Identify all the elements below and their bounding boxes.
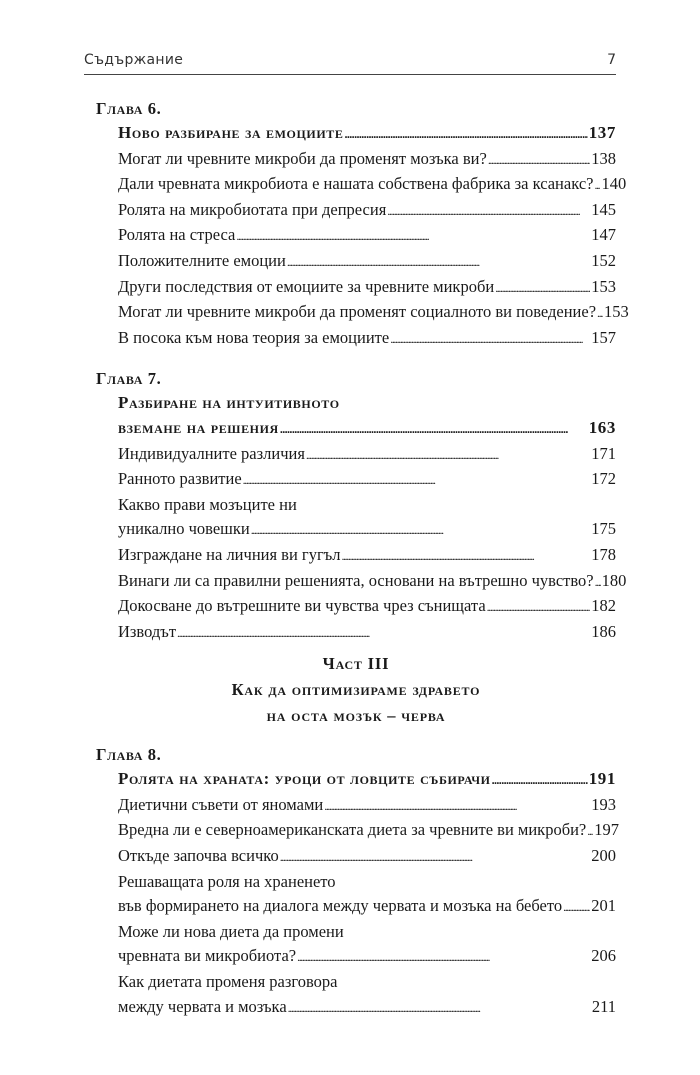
toc-entry-title: Ролята на микробиотата при депресия [118, 199, 387, 219]
toc-entry-title: Изводът [118, 621, 177, 641]
dot-leader [243, 467, 591, 493]
toc-entry-page: 178 [591, 544, 616, 564]
toc-entry-page: 182 [591, 596, 616, 616]
toc-entry-title: Изграждане на личния ви гугъл [118, 544, 341, 564]
toc-entry[interactable] [118, 198, 616, 224]
toc-entry-page: 152 [591, 250, 616, 270]
dot-leader [492, 767, 588, 793]
toc-entry-lead[interactable] [118, 416, 616, 442]
toc-entry-line1: Може ли нова диета да промени [118, 921, 344, 941]
dot-leader [344, 121, 587, 147]
toc-entry[interactable] [118, 275, 616, 301]
toc-entry-title: във формирането на диалога между червата и мозъка на бебето [118, 896, 563, 916]
toc-entry-lead[interactable] [118, 121, 616, 147]
toc-entry-page: 186 [591, 621, 616, 641]
toc-entry-page: 180 [601, 570, 627, 590]
toc-entry-title: Ролята на храната: уроци от ловците събирачи [118, 769, 491, 789]
toc-entry-title: Докосване до вътрешните ви чувства чрез сънищата [118, 596, 486, 616]
toc-entry-page: 206 [591, 946, 616, 966]
toc-entry-line1: Как диетата променя разговора [118, 972, 338, 992]
dot-leader [387, 198, 590, 224]
toc-entry[interactable] [118, 995, 616, 1021]
part-title-line2: на оста мозък – черва [266, 706, 446, 726]
toc-entry-title: Откъде започва всичко [118, 846, 279, 866]
toc-entry[interactable] [118, 300, 629, 326]
toc-entry[interactable] [118, 326, 616, 352]
part-label: Част III [322, 654, 390, 674]
toc-entry-title: В посока към нова теория за емоциите [118, 327, 390, 347]
dot-leader [597, 300, 603, 326]
chapter-8 [96, 743, 619, 1020]
dot-leader [306, 442, 590, 468]
toc-entry-page: 193 [591, 794, 616, 814]
toc-entry-title: Други последствия от емоциите за чревните микроби [118, 276, 495, 296]
running-header-title: Съдържание [84, 52, 184, 68]
table-of-contents [96, 97, 629, 1020]
toc-entry[interactable] [118, 249, 616, 275]
toc-entry[interactable] [118, 442, 616, 468]
toc-entry-title: Ново разбиране за емоциите [118, 123, 344, 142]
running-header [84, 50, 616, 75]
chapter-label: Глава 6. [96, 99, 162, 118]
toc-entry-page: 175 [591, 519, 616, 539]
toc-entry-page: 197 [594, 820, 619, 840]
toc-entry[interactable] [118, 569, 627, 595]
toc-entry[interactable] [118, 818, 619, 844]
dot-leader [495, 275, 590, 301]
toc-entry[interactable] [118, 894, 616, 920]
dot-leader [288, 995, 591, 1021]
toc-entry[interactable] [118, 517, 616, 543]
toc-entry-title: Винаги ли са правилни решенията, основани на вътрешно чувство? [118, 570, 594, 590]
chapter-label: Глава 8. [96, 745, 162, 765]
toc-entry-page: 147 [591, 225, 616, 245]
toc-entry[interactable] [118, 793, 616, 819]
dot-leader [177, 620, 590, 646]
toc-entry[interactable] [118, 594, 616, 620]
toc-entry-page: 157 [591, 327, 616, 347]
toc-entry-lead[interactable] [118, 767, 616, 793]
chapter-label: Глава 7. [96, 369, 162, 389]
toc-entry-title: вземане на решения [118, 417, 279, 437]
toc-entry-page: 163 [588, 417, 616, 437]
toc-entry-page: 201 [591, 896, 616, 916]
toc-entry-title: Дали чревната микробиота е нашата собствена фабрика за ксанакс? [118, 174, 594, 194]
toc-entry[interactable] [118, 147, 616, 173]
dot-leader [341, 543, 590, 569]
toc-entry-title: Могат ли чревните микроби да променят социалното ви поведение? [118, 302, 597, 322]
toc-entry-line1: Решаващата роля на храненето [118, 871, 336, 891]
part-heading [96, 651, 616, 729]
toc-entry-title: Ранното развитие [118, 469, 242, 489]
toc-entry[interactable] [118, 944, 616, 970]
toc-entry-page: 191 [588, 769, 616, 789]
toc-entry-title: между червата и мозъка [118, 996, 287, 1016]
dot-leader [251, 517, 591, 543]
toc-entry-line1: Какво прави мозъците ни [118, 494, 297, 514]
toc-entry[interactable] [118, 844, 616, 870]
dot-leader [324, 793, 590, 819]
chapter-6 [96, 97, 629, 351]
toc-entry-page: 172 [591, 469, 616, 489]
toc-entry-page: 153 [604, 302, 629, 322]
toc-entry-page: 171 [591, 443, 616, 463]
dot-leader [488, 147, 590, 173]
toc-entry[interactable] [118, 620, 616, 646]
toc-entry[interactable] [118, 172, 627, 198]
dot-leader [390, 326, 590, 352]
toc-entry-title: Положителните емоции [118, 250, 286, 270]
dot-leader [563, 894, 590, 920]
toc-entry[interactable] [118, 543, 616, 569]
toc-entry-page: 137 [588, 123, 616, 142]
toc-entry-title: уникално човешки [118, 519, 250, 539]
toc-entry-page: 145 [591, 199, 616, 219]
dot-leader [594, 172, 600, 198]
page-number: 7 [607, 52, 616, 68]
toc-entry-page: 140 [601, 174, 627, 194]
toc-entry-title: Индивидуалните различия [118, 443, 305, 463]
toc-entry-page: 138 [591, 148, 616, 168]
toc-entry-title: Вредна ли е северноамериканската диета за чревните ви микроби? [118, 820, 587, 840]
toc-entry[interactable] [118, 223, 616, 249]
toc-entry-lead-line1: Разбиране на интуитивното [118, 393, 340, 413]
dot-leader [236, 223, 590, 249]
toc-entry-title: Могат ли чревните микроби да променят мозъка ви? [118, 148, 487, 168]
toc-entry-title: Ролята на стреса [118, 225, 236, 245]
dot-leader [280, 416, 588, 442]
part-title-line1: Как да оптимизираме здравето [231, 680, 481, 700]
dot-leader [280, 844, 591, 870]
dot-leader [287, 249, 590, 275]
toc-entry-title: Диетични съвети от яномами [118, 794, 324, 814]
toc-entry-page: 200 [591, 846, 616, 866]
dot-leader [297, 944, 590, 970]
dot-leader [587, 818, 593, 844]
toc-entry-title: чревната ви микробиота? [118, 946, 297, 966]
toc-entry[interactable] [118, 467, 616, 493]
chapter-7 [96, 367, 627, 645]
dot-leader [595, 569, 601, 595]
toc-entry-page: 211 [591, 996, 616, 1016]
dot-leader [487, 594, 591, 620]
toc-entry-page: 153 [591, 276, 616, 296]
